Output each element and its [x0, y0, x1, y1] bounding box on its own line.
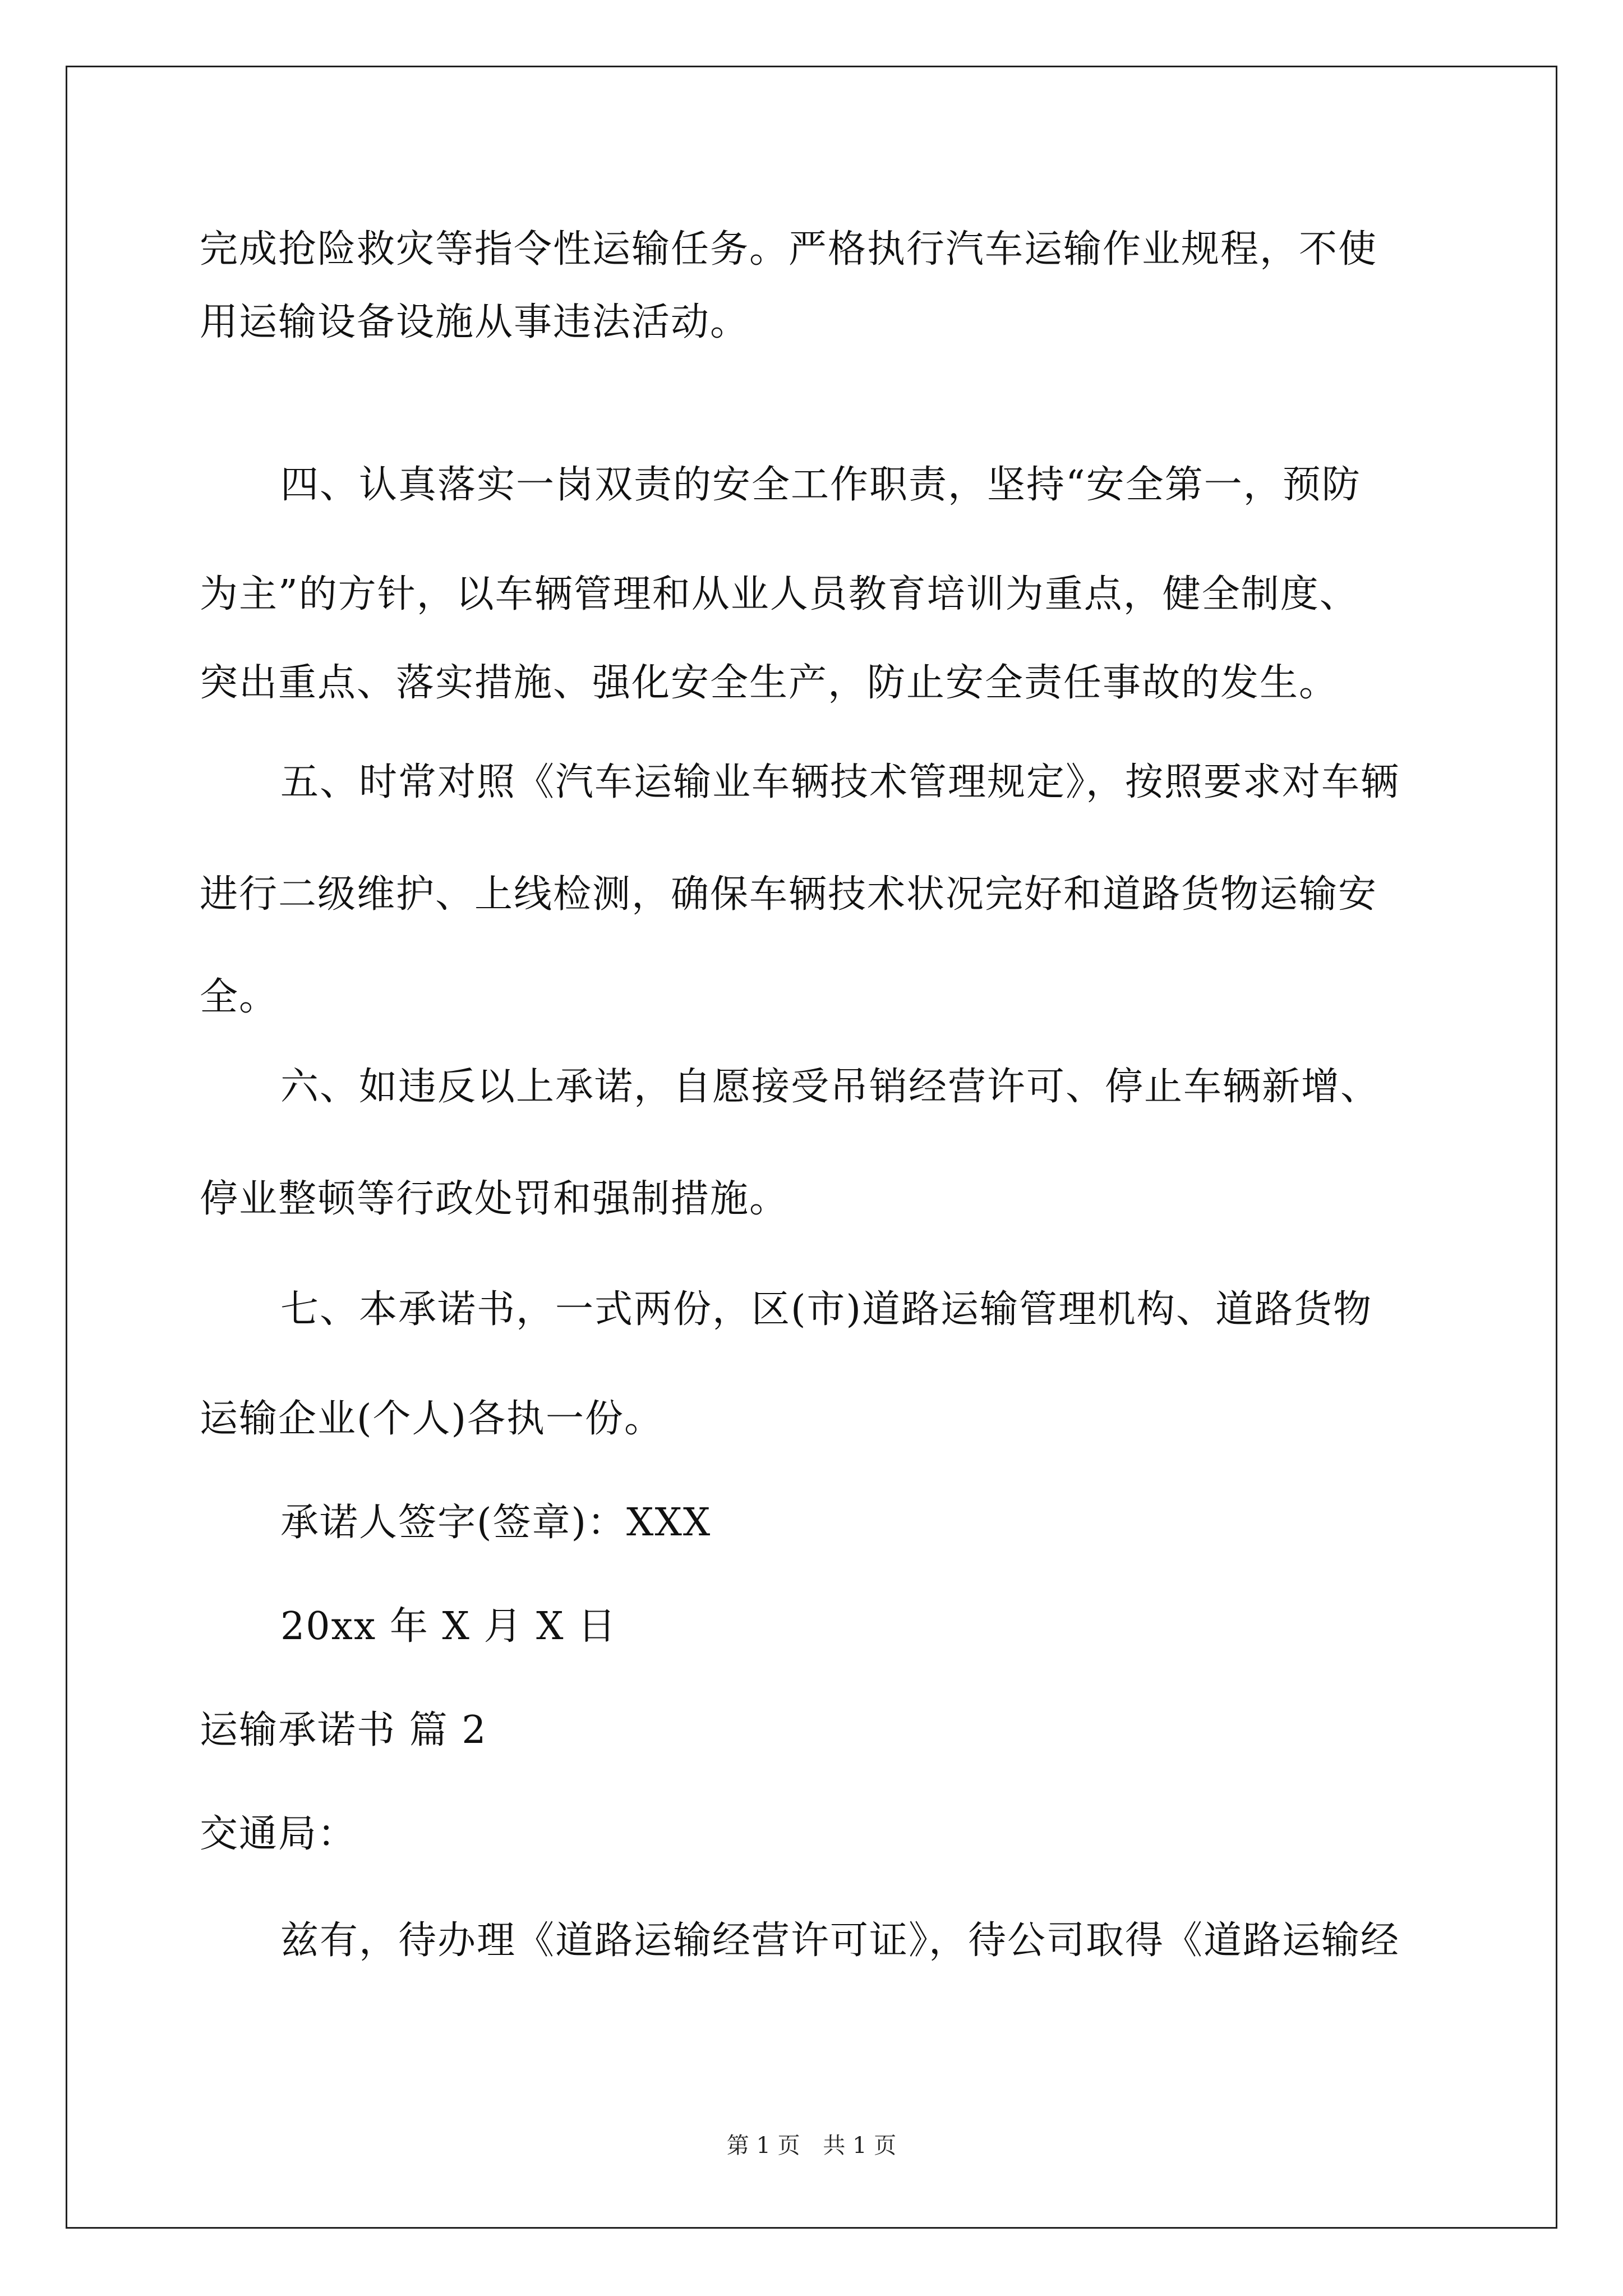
signature-line: 承诺人签字(签章)：XXX — [280, 1501, 712, 1545]
paragraph-line: 停业整顿等行政处罚和强制措施。 — [200, 1177, 789, 1221]
page-total: 共 1 页 — [823, 2133, 897, 2159]
paragraph-line: 四、认真落实一岗双责的安全工作职责，坚持“安全第一，预防 — [280, 463, 1361, 507]
paragraph-line: 突出重点、落实措施、强化安全生产，防止安全责任事故的发生。 — [200, 661, 1339, 705]
addressee-line: 交通局： — [200, 1812, 357, 1856]
paragraph-line: 用运输设备设施从事违法活动。 — [200, 300, 750, 344]
paragraph-line: 五、时常对照《汽车运输业车辆技术管理规定》，按照要求对车辆 — [280, 760, 1400, 804]
page-footer — [0, 2132, 1623, 2160]
paragraph-line: 七、本承诺书，一式两份，区(市)道路运输管理机构、道路货物 — [280, 1287, 1373, 1332]
page-number: 第 1 页 — [726, 2133, 800, 2159]
paragraph-line: 进行二级维护、上线检测，确保车辆技术状况完好和道路货物运输安 — [200, 872, 1378, 917]
paragraph-line: 为主”的方针，以车辆管理和从业人员教育培训为重点，健全制度、 — [200, 572, 1359, 616]
date-line: 20xx 年 X 月 X 日 — [280, 1604, 617, 1649]
section-heading: 运输承诺书 篇 2 — [200, 1708, 487, 1752]
page-border — [66, 66, 1557, 2229]
paragraph-line: 兹有，待办理《道路运输经营许可证》，待公司取得《道路运输经 — [280, 1918, 1400, 1963]
paragraph-line: 完成抢险救灾等指令性运输任务。严格执行汽车运输作业规程，不使 — [200, 227, 1378, 272]
paragraph-line: 运输企业(个人)各执一份。 — [200, 1397, 664, 1441]
paragraph-line: 六、如违反以上承诺，自愿接受吊销经营许可、停止车辆新增、 — [280, 1065, 1380, 1109]
paragraph-line: 全。 — [200, 975, 279, 1019]
